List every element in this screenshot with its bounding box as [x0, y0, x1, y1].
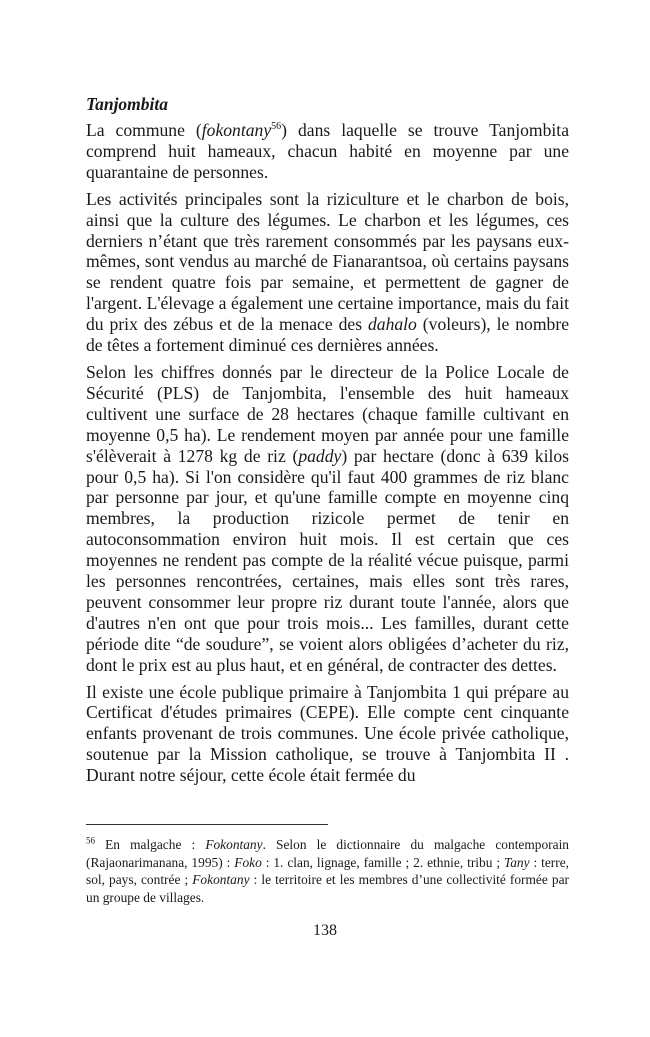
- term-paddy: paddy: [298, 445, 342, 466]
- paragraph-commune: [86, 120, 569, 183]
- paragraph-activites: [86, 189, 569, 356]
- text-run: . Selon le dictionnaire du malgache contemporain (Rajaonarimanana, 1995) :: [86, 837, 569, 870]
- text-run: En malgache :: [95, 837, 206, 852]
- page-number: 138: [313, 922, 337, 939]
- text-run: ) dans laquelle se trouve Tanjombita comprend huit hameaux, chacun habité en moyenne par une quarantaine de personnes.: [86, 120, 570, 182]
- term: Tany: [503, 854, 530, 870]
- paragraph-chiffres: [86, 362, 569, 676]
- text-run: : le territoire et les membres d’une collectivité formée par un groupe de villages.: [86, 872, 569, 905]
- text-run: ) par hectare (donc à 639 kilos pour 0,5 ha). Si l'on considère qu'il faut 400 grammes de riz blanc par personne par jour, et qu'une famille compte en moyenne cinq membres, la production rizicole permet de tenir en autoconsommation environ huit mois. Il est certain que ces moyennes ne rendent pas compte de la réalité vécue puisque, parmi les personnes rencontrées, certaines, mais elles sont très rares, peuvent consommer leur propre riz durant toute l'année, alors que d'autres n'en ont que pour trois mois... Les familles, durant cette période dite “de soudure”, se voient alors obligées d’acheter du riz, dont le prix est au plus haut, et en général, de contracter des dettes.: [86, 445, 570, 675]
- text-run: La commune (: [86, 120, 202, 140]
- term: Foko: [234, 854, 262, 870]
- text-run: Les activités principales sont la riziculture et le charbon de bois, ainsi que la culture des légumes. Le charbon et les légumes, ces derniers n’étant que très rarement consommés par les paysans eux-mêmes, sont vendus au marché de Fianarantsoa, où certains paysans se rendent quatre fois par semaine, et permettent de gagner de l'argent. L'élevage a également une certaine importance, mais du fait du prix des zébus et de la menace des: [86, 188, 569, 335]
- text-run: Il existe une école publique primaire à Tanjombita 1 qui prépare au Certificat d'études primaires (CEPE). Elle compte cent cinquante enfants provenant de trois communes. Une école privée catholique, soutenue par la Mission catholique, se trouve à Tanjombita II . Durant notre séjour, cette école était fermée du: [86, 681, 569, 786]
- footnote-number: 56: [86, 835, 95, 846]
- footnote: [86, 836, 569, 906]
- footnote-separator: [86, 824, 328, 825]
- text-run: : terre, sol, pays, contrée ;: [86, 854, 570, 887]
- term: Fokontany: [192, 872, 250, 887]
- section-title: Tanjombita: [86, 94, 169, 114]
- footnote-ref[interactable]: 56: [271, 121, 282, 133]
- term-fokontany: fokontany: [201, 120, 272, 140]
- term-dahalo: dahalo: [367, 314, 417, 335]
- paragraph-ecole: [86, 682, 569, 787]
- term: Fokontany: [205, 837, 263, 852]
- text-run: : 1. clan, lignage, famille ; 2. ethnie, tribu ;: [261, 854, 504, 870]
- text-run: Selon les chiffres donnés par le directeur de la Police Locale de Sécurité (PLS) de Tanjombita, l'ensemble des huit hameaux cultivent une surface de 28 hectares (chaque famille cultivant en moyenne 0,5 ha). Le rendement moyen par année pour une famille s'élèverait à 1278 kg de riz (: [86, 361, 569, 466]
- page-body: [86, 92, 569, 792]
- text-run: (voleurs), le nombre de têtes a fortement diminué ces dernières années.: [86, 314, 569, 356]
